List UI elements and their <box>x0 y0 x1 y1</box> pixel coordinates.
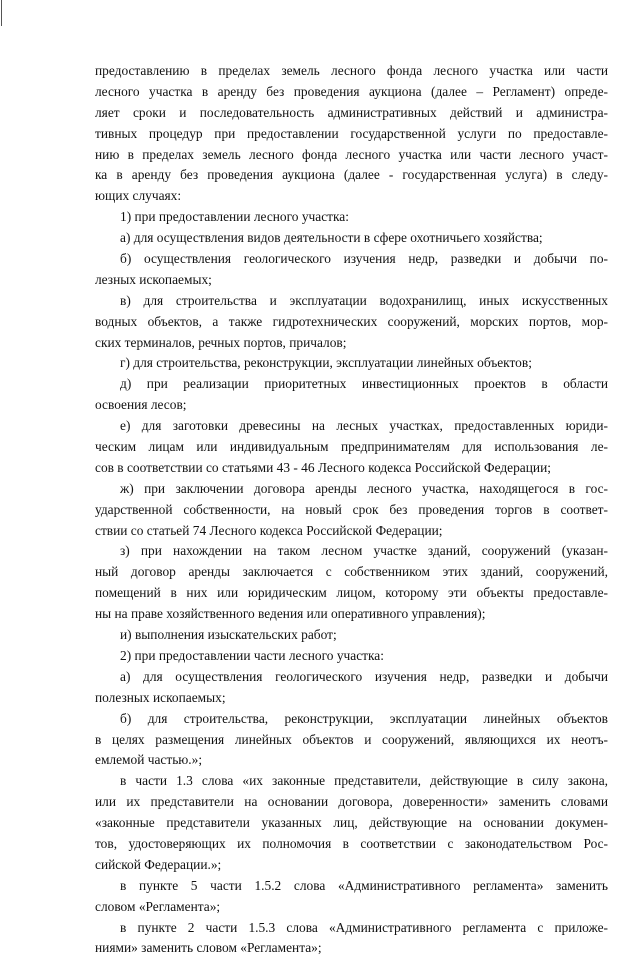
text-line: д) при реализации приоритетных инвестиционных проектов в области <box>120 376 608 392</box>
text-line: б) для строительства, реконструкции, эксплуатации линейных объектов <box>120 710 608 726</box>
text-line: или их представители на основании договора, доверенности» заменить словами <box>95 794 608 810</box>
text-line: «законные представители указанных лиц, действующие на основании докумен- <box>95 815 608 831</box>
text-line: ских терминалов, речных портов, причалов; <box>95 334 347 350</box>
text-line: предоставлению в пределах земель лесного фонда лесного участка или части <box>95 63 608 78</box>
text-line: емлемой частью.»; <box>95 752 203 768</box>
text-line: лезных ископаемых; <box>95 271 212 287</box>
text-line: ударственной собственности, на новый срок без проведения торгов в соответ- <box>95 501 608 517</box>
text-line: ляет сроки и последовательность административных действий и администра- <box>95 104 608 120</box>
text-line: 2) при предоставлении части лесного участка: <box>120 647 384 663</box>
text-line: ниями» заменить словом «Регламента»; <box>95 940 322 956</box>
text-line: а) для осуществления геологического изучения недр, разведки и добычи <box>120 668 608 684</box>
document-body <box>95 61 608 959</box>
text-line: в целях размещения линейных объектов и сооружений, являющихся их неотъ- <box>95 731 608 747</box>
text-line: ка в аренду без проведения аукциона (далее - государственная услуга) в следу- <box>95 167 608 183</box>
text-line: ный договор аренды заключается с собственником этих зданий, сооружений, <box>95 564 608 580</box>
text-line: нию в пределах земель лесного фонда лесного участка или части лесного участ- <box>95 146 608 162</box>
text-line: в пункте 2 части 1.5.3 слова «Административного регламента с приложе- <box>120 919 608 935</box>
text-line: б) осуществления геологического изучения недр, разведки и добычи по- <box>120 251 608 267</box>
text-line: в) для строительства и эксплуатации водохранилищ, иных искусственных <box>120 292 608 308</box>
text-line: словом «Регламента»; <box>95 898 221 914</box>
text-line: ющих случаях: <box>95 188 182 204</box>
text-line: в пункте 5 части 1.5.2 слова «Административного регламента» заменить <box>120 877 608 893</box>
text-line: г) для строительства, реконструкции, эксплуатации линейных объектов; <box>120 355 532 371</box>
text-line: ж) при заключении договора аренды лесного участка, находящегося в гос- <box>120 480 608 496</box>
text-line: ствии со статьей 74 Лесного кодекса Российской Федерации; <box>95 522 443 538</box>
text-line: з) при нахождении на таком лесном участке зданий, сооружений (указан- <box>120 543 608 559</box>
text-line: полезных ископаемых; <box>95 689 226 705</box>
text-line: освоения лесов; <box>95 397 187 413</box>
text-line: тов, удостоверяющих их полномочия в соответствии с законодательством Рос- <box>95 835 608 851</box>
text-line: и) выполнения изыскательских работ; <box>120 627 337 643</box>
text-line: сов в соответствии со статьями 43 - 46 Лесного кодекса Российской Федерации; <box>95 459 551 475</box>
text-line: тивных процедур при предоставлении государственной услуги по предоставле- <box>95 125 608 141</box>
text-line: е) для заготовки древесины на лесных участках, предоставленных юриди- <box>120 418 608 434</box>
text-line: 1) при предоставлении лесного участка: <box>120 209 349 225</box>
text-line: сийской Федерации.»; <box>95 856 222 872</box>
text-line: водных объектов, а также гидротехнических сооружений, морских портов, мор- <box>95 313 608 329</box>
text-line: помещений в них или юридическим лицом, которому эти объекты предоставле- <box>95 585 608 601</box>
text-line: в части 1.3 слова «их законные представители, действующие в силу закона, <box>120 773 608 789</box>
text-line: ны на праве хозяйственного ведения или оперативного управления); <box>95 606 486 622</box>
text-line: лесного участка в аренду без проведения аукциона (далее – Регламент) опреде- <box>95 83 608 99</box>
text-line: а) для осуществления видов деятельности в сфере охотничьего хозяйства; <box>120 230 543 246</box>
scan-margin-mark <box>1 0 2 26</box>
text-line: ческим лицам или индивидуальным предпринимателям для использования ле- <box>95 439 608 455</box>
